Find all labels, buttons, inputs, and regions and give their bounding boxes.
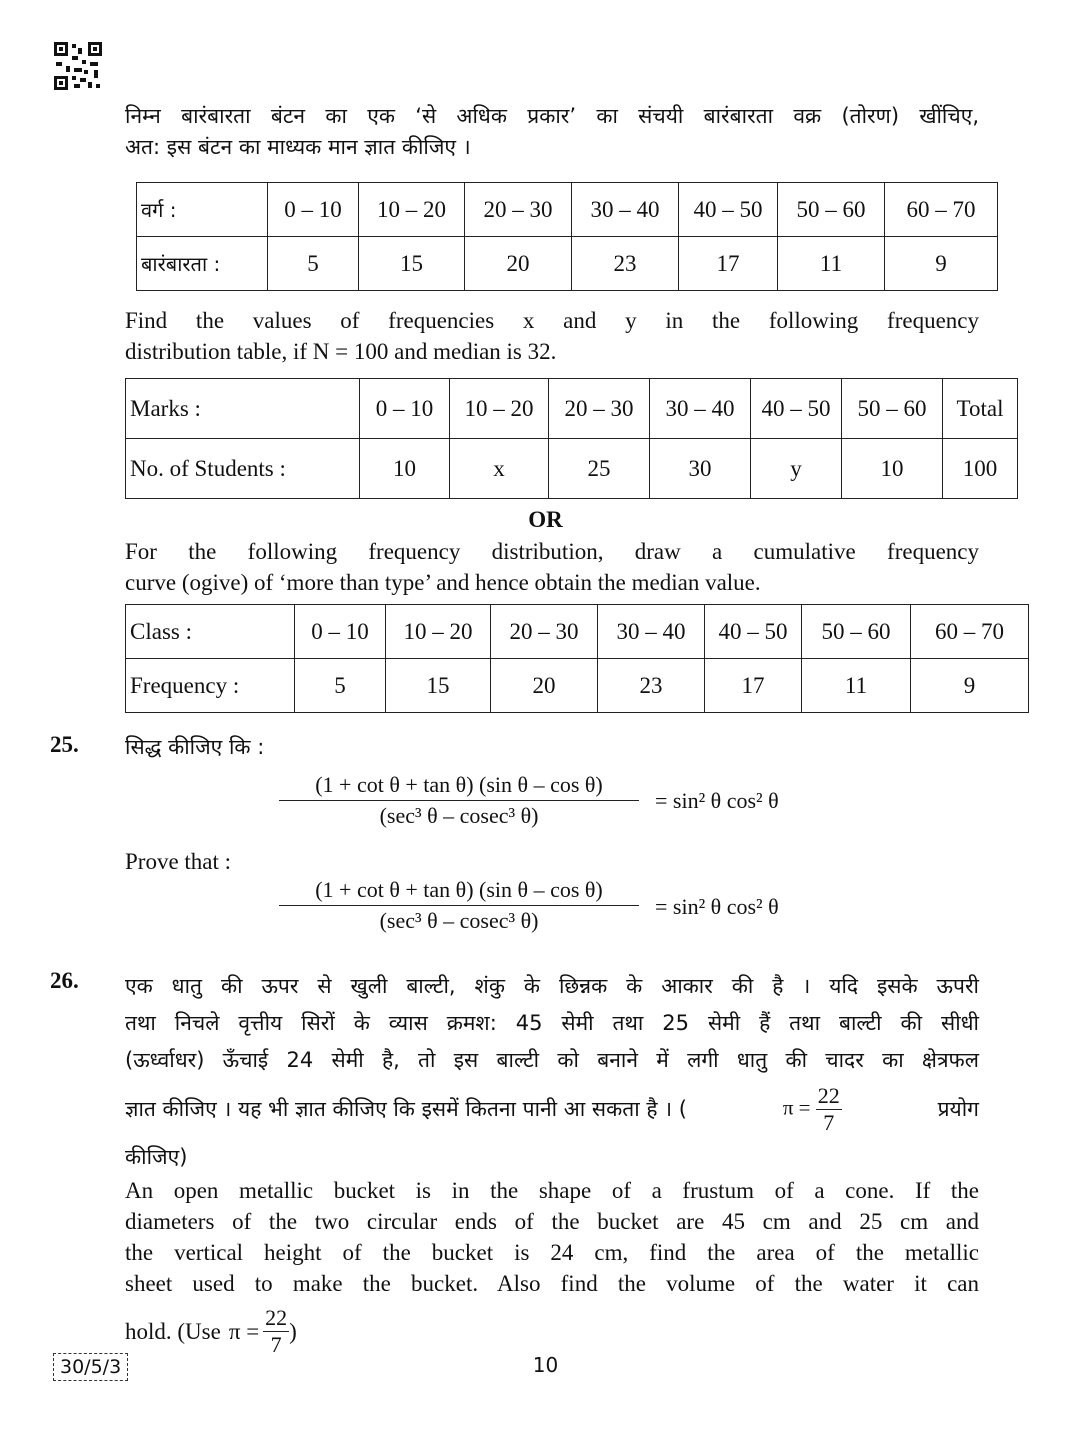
table-row	[126, 659, 1029, 713]
table-row	[126, 439, 1018, 499]
row-label-class: Class :	[126, 605, 295, 659]
pi-equals: π =	[228, 1318, 260, 1344]
class-cell: 0 – 10	[295, 605, 386, 659]
q24-or-text	[125, 536, 979, 598]
frequency-cell: 9	[911, 659, 1029, 713]
table-row	[126, 605, 1029, 659]
marks-cell: 20 – 30	[549, 379, 650, 439]
marks-cell: 30 – 40	[650, 379, 751, 439]
or-separator: OR	[528, 507, 563, 532]
class-cell: 40 – 50	[705, 605, 802, 659]
q26-hindi-line4-text: ज्ञात कीजिए । यह भी ज्ञात कीजिए कि इसमें कितना पानी आ सकता है । (	[125, 1096, 687, 1121]
q26-hindi-line3: (ऊर्ध्वाधर) ऊँचाई 24 सेमी है, तो इस बाल्टी को बनाने में लगी धातु की चादर का क्षेत्रफल	[125, 1048, 979, 1072]
q24-english-line2: distribution table, if N = 100 and median is 32.	[125, 339, 557, 364]
q25-hindi-rhs: = sin² θ cos² θ	[655, 788, 779, 813]
class-cell: 10 – 20	[359, 183, 465, 237]
frequency-cell: 23	[572, 237, 679, 291]
fraction-denominator: (sec³ θ – cosec³ θ)	[379, 908, 539, 933]
table-row	[137, 237, 998, 291]
row-label-marks: Marks :	[126, 379, 360, 439]
q24-hindi-line1: निम्न बारंबारता बंटन का एक ‘से अधिक प्रकार’ का संचयी बारंबारता वक्र (तोरण) खींचिए,	[125, 104, 979, 128]
class-cell: 20 – 30	[491, 605, 598, 659]
q26-english-text	[125, 1175, 979, 1363]
page-number: 10	[532, 1353, 559, 1377]
q25-english-intro: Prove that :	[125, 849, 232, 874]
pi-fraction-numerator: 22	[265, 1304, 288, 1330]
q24-english-text	[125, 305, 979, 367]
q24-hindi-line2: अत: इस बंटन का माध्यक मान ज्ञात कीजिए ।	[125, 135, 471, 159]
frequency-cell: 11	[778, 237, 885, 291]
class-cell: 40 – 50	[679, 183, 778, 237]
students-cell: 10	[360, 439, 450, 499]
students-cell: 30	[650, 439, 751, 499]
q26-english-line1: An open metallic bucket is in the shape of a frustum of a cone. If the	[125, 1178, 979, 1203]
pi-equals: π =	[782, 1094, 811, 1119]
hindi-class-frequency-table	[136, 182, 998, 291]
marks-students-table	[125, 378, 1018, 499]
qr-code-icon	[54, 42, 102, 90]
frequency-cell: 15	[386, 659, 491, 713]
pi-fraction	[816, 1083, 842, 1136]
frequency-cell: 17	[679, 237, 778, 291]
paper-code: 30/5/3	[53, 1353, 128, 1381]
class-cell: 60 – 70	[885, 183, 998, 237]
pi-fraction-numerator: 22	[817, 1082, 840, 1108]
row-label-students: No. of Students :	[126, 439, 360, 499]
frequency-cell: 5	[295, 659, 386, 713]
class-cell: 60 – 70	[911, 605, 1029, 659]
class-cell: 0 – 10	[268, 183, 359, 237]
q25-hindi-intro: सिद्ध कीजिए कि :	[125, 735, 265, 759]
frequency-cell: 17	[705, 659, 802, 713]
students-cell: 25	[549, 439, 650, 499]
q24-hindi-text	[125, 101, 979, 163]
students-total-cell: 100	[943, 439, 1018, 499]
q25-hindi-fraction	[279, 772, 639, 829]
frequency-cell: 15	[359, 237, 465, 291]
table-row	[126, 379, 1018, 439]
class-cell: 10 – 20	[386, 605, 491, 659]
class-cell: 50 – 60	[778, 183, 885, 237]
question-number-26: 26.	[50, 968, 79, 993]
fraction-numerator: (1 + cot θ + tan θ) (sin θ – cos θ)	[279, 772, 639, 801]
question-number-25: 25.	[50, 732, 79, 757]
students-cell: x	[450, 439, 549, 499]
class-cell: 20 – 30	[465, 183, 572, 237]
pi-formula	[783, 1083, 842, 1136]
frequency-cell: 23	[598, 659, 705, 713]
q24-or-line2: curve (ogive) of ‘more than type’ and hence obtain the median value.	[125, 570, 761, 595]
q25-english-rhs: = sin² θ cos² θ	[655, 894, 779, 919]
class-cell: 30 – 40	[598, 605, 705, 659]
row-label-class: वर्ग :	[137, 183, 268, 237]
frequency-cell: 20	[465, 237, 572, 291]
class-frequency-table	[125, 604, 1029, 713]
fraction-denominator: (sec³ θ – cosec³ θ)	[379, 803, 539, 828]
q25-english-fraction	[279, 877, 639, 934]
marks-cell: 40 – 50	[751, 379, 842, 439]
frequency-cell: 9	[885, 237, 998, 291]
q26-hindi-line4	[125, 1079, 979, 1139]
q26-hindi-line5: कीजिए)	[125, 1145, 188, 1169]
marks-cell: 50 – 60	[842, 379, 943, 439]
q26-english-line3: the vertical height of the bucket is 24 cm, find the area of the metallic	[125, 1240, 979, 1265]
q26-english-line5-text: hold. (Use	[125, 1318, 221, 1344]
students-cell: 10	[842, 439, 943, 499]
pi-fraction-denominator: 7	[270, 1331, 282, 1357]
marks-total-cell: Total	[943, 379, 1018, 439]
q26-english-line4: sheet used to make the bucket. Also find the volume of the water it can	[125, 1271, 979, 1296]
pi-fraction	[263, 1305, 289, 1358]
q24-english-line1: Find the values of frequencies x and y in the following frequency	[125, 308, 979, 333]
row-label-frequency: बारंबारता :	[137, 237, 268, 291]
frequency-cell: 20	[491, 659, 598, 713]
frequency-cell: 11	[802, 659, 911, 713]
q26-hindi-text	[125, 968, 979, 1176]
q26-hindi-line1: एक धातु की ऊपर से खुली बाल्टी, शंकु के छिन्नक के आकार की है । यदि इसके ऊपरी	[125, 974, 979, 998]
q26-english-line5-close: )	[289, 1318, 297, 1344]
class-cell: 30 – 40	[572, 183, 679, 237]
q26-hindi-line2: तथा निचले वृत्तीय सिरों के व्यास क्रमश: 45 सेमी तथा 25 सेमी हैं तथा बाल्टी की सीधी	[125, 1011, 979, 1035]
q26-english-line2: diameters of the two circular ends of the bucket are 45 cm and 25 cm and	[125, 1209, 979, 1234]
frequency-cell: 5	[268, 237, 359, 291]
pi-fraction-denominator: 7	[823, 1109, 835, 1135]
marks-cell: 0 – 10	[360, 379, 450, 439]
fraction-numerator: (1 + cot θ + tan θ) (sin θ – cos θ)	[279, 877, 639, 906]
table-row	[137, 183, 998, 237]
class-cell: 50 – 60	[802, 605, 911, 659]
row-label-frequency: Frequency :	[126, 659, 295, 713]
students-cell: y	[751, 439, 842, 499]
q26-hindi-line4-end: प्रयोग	[937, 1096, 979, 1121]
q24-or-line1: For the following frequency distribution, draw a cumulative frequency	[125, 539, 979, 564]
marks-cell: 10 – 20	[450, 379, 549, 439]
